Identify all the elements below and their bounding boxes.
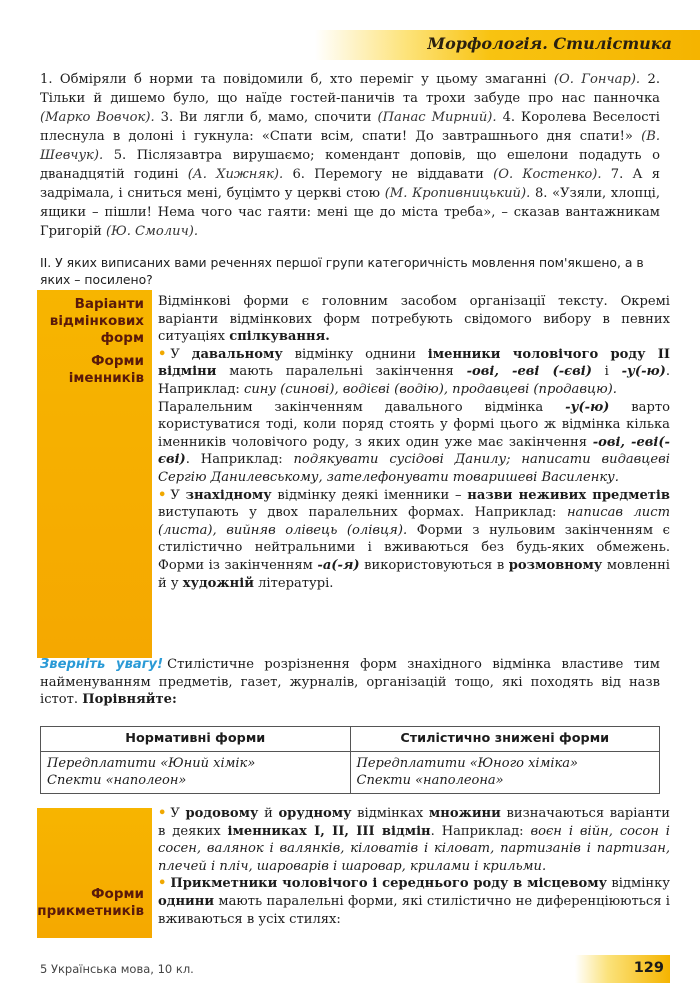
paragraph: • У давальному відмінку однини іменники чоловічого роду II відміни мають паралельні закінчення -ові, -еві (-єві) і -у(-ю). Наприклад: сину (синові), водієві (водію), продавцеві (продавцю). <box>158 346 671 397</box>
section-plural-adjective-forms <box>158 805 670 928</box>
table-cell: Передплатити «Юний хімік» Спекти «наполеон» <box>41 752 351 794</box>
side-tag-case-variants <box>37 290 152 658</box>
footer-book-title: 5 Українська мова, 10 кл. <box>40 962 194 976</box>
bullet-icon: • <box>158 806 167 821</box>
table-row <box>41 752 660 794</box>
running-header-title: Морфологія. Стилістика <box>427 34 672 53</box>
exercise-sentences: 1. Обміряли б норми та повідомили б, хто переміг у цьому змаганні (О. Гончар). 2. Тільки й дишемо було, що наїде гостей-паничів та трохи забуде про нас панночка (Марко Вовчок). 3. Ви лягли б, мамо, спочити (Панас Мирний). 4. Королева Веселості плеснула в долоні і гукнула: «Спати всім, спати! До завтрашнього дня спати!» (В. Шевчук). 5. Післязавтра вирушаємо; комендант доповів, що ешелони подадуть о дванадцятій годині (А. Хижняк). 6. Перемогу не віддавати (О. Костенко). 7. А я задрімала, і сниться мені, буцімто у церкві стою (М. Кропивницький). 8. «Узяли, хлопці, ящики – пішли! Нема чого час гаяти: мені ще до міста треба», – сказав вантажникам Григорій (Ю. Смолич). <box>40 72 661 239</box>
attention-label: Зверніть увагу! <box>40 657 164 672</box>
side-tag-label: Варіанти відмінкових форм <box>49 296 144 346</box>
bullet-icon: • <box>158 876 167 892</box>
section-noun-forms <box>158 293 670 592</box>
attention-note: Зверніть увагу! Стилістичне розрізнення форм знахідного відмінка властиве тим найменуванням предметів, газет, журналів, організацій тощо, які походять від назв істот. Порівняйте: <box>40 657 660 708</box>
paragraph: • У родовому й орудному відмінках множини визначаються варіанти в деяких іменниках I, II, III відмін. Наприклад: воєн і війн, сосон і сосен, валянок і валянків, кіловатів і кіловат, партизанів і партизан, плечей і пліч, шароварів і шаровар, крилами і крильми. <box>158 806 670 874</box>
paragraph: Відмінкові форми є головним засобом організації тексту. Окремі варіанти відмінкових форм потребують свідомого вибору в певних ситуаціях спілкування. <box>158 294 670 345</box>
table-header: Нормативні форми <box>41 727 351 752</box>
side-tag-label: Форми іменників <box>68 353 144 386</box>
table-header: Стилістично знижені форми <box>350 727 660 752</box>
paragraph: • У знахідному відмінку деякі іменники – назви неживих предметів виступають у двох паралельних формах. Наприклад: написав лист (листа), вийняв олівець (олівця). Форми з нульовим закінченням є стилістично нейтральними і вживаються без будь-яких обмежень. Форми із закінченням -а(-я) використовуються в розмовному мовленні й у художній літературі. <box>158 487 670 591</box>
page-number: 129 <box>633 960 664 976</box>
side-tag-adjective-forms <box>37 808 152 938</box>
task-question: II. У яких виписаних вами реченнях першої групи категоричність мовлення пом'якшено, а в яких – посилено? <box>40 255 644 287</box>
forms-comparison-table <box>40 726 660 794</box>
paragraph: • Прикметники чоловічого і середнього роду в місцевому відмінку однини мають паралельні форми, які стилістично не диференціюються і вживаються в усіх стилях: <box>158 876 671 927</box>
paragraph: Паралельним закінченням давального відмінка -у(-ю) варто користуватися тоді, коли поряд стоять у формі цього ж відмінка кілька іменників чоловічого роду, з яких один уже має закінчення -ові, -еві(-єві). Наприклад: подякувати сусідові Данилу; написати видавцеві Сергію Данилевському, зателефонувати товаришеві Василенку. <box>158 399 670 485</box>
bullet-icon: • <box>158 487 167 503</box>
bullet-icon: • <box>158 346 167 362</box>
table-cell: Передплатити «Юного хіміка» Спекти «наполеона» <box>350 752 660 794</box>
side-tag-label: Форми прикметників <box>37 886 144 919</box>
